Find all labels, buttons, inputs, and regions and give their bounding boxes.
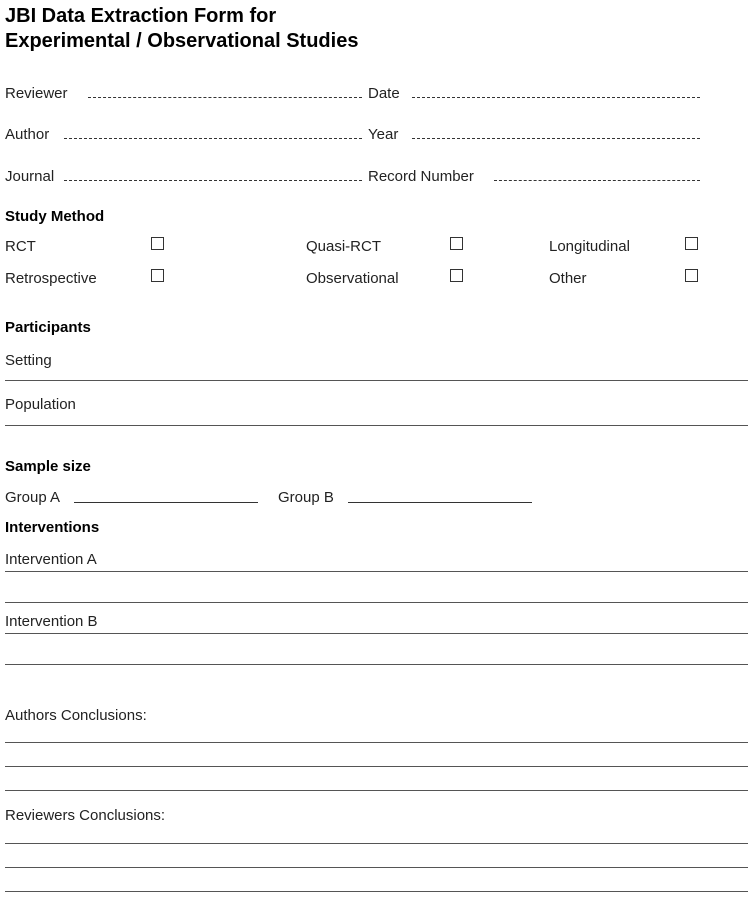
author-field[interactable]	[64, 138, 362, 139]
study-method-option-label: Longitudinal	[549, 238, 630, 255]
reviewers-conclusions-label: Reviewers Conclusions:	[5, 807, 166, 824]
intervention-a-line[interactable]	[5, 602, 748, 603]
reviewers-conclusions-line[interactable]	[5, 891, 748, 892]
population-label: Population	[5, 396, 76, 413]
author-label: Author	[5, 126, 50, 143]
year-field[interactable]	[412, 138, 700, 139]
reviewer-label: Reviewer	[5, 85, 68, 102]
retrospective-checkbox[interactable]	[151, 269, 164, 282]
group-a-field[interactable]	[74, 502, 258, 503]
study-method-option-label: RCT	[5, 238, 36, 255]
study-method-heading: Study Method	[5, 208, 105, 225]
rct-checkbox[interactable]	[151, 237, 164, 250]
authors-conclusions-line[interactable]	[5, 766, 748, 767]
other-checkbox[interactable]	[685, 269, 698, 282]
population-line[interactable]	[5, 425, 748, 426]
setting-label: Setting	[5, 352, 52, 369]
form-title-line-2: Experimental / Observational Studies	[5, 30, 359, 52]
authors-conclusions-line[interactable]	[5, 790, 748, 791]
reviewer-field[interactable]	[88, 97, 362, 98]
authors-conclusions-line[interactable]	[5, 742, 748, 743]
sample-size-heading: Sample size	[5, 458, 91, 475]
intervention-b-line[interactable]	[5, 633, 748, 634]
group-b-field[interactable]	[348, 502, 532, 503]
journal-label: Journal	[5, 168, 55, 185]
form-title-line-1: JBI Data Extraction Form for	[5, 5, 277, 27]
year-label: Year	[368, 126, 399, 143]
intervention-b-line[interactable]	[5, 664, 748, 665]
quasi-rct-checkbox[interactable]	[450, 237, 463, 250]
reviewers-conclusions-line[interactable]	[5, 843, 748, 844]
study-method-option-label: Other	[549, 270, 587, 287]
study-method-option-label: Retrospective	[5, 270, 97, 287]
observational-checkbox[interactable]	[450, 269, 463, 282]
record-number-label: Record Number	[368, 168, 474, 185]
group-a-label: Group A	[5, 489, 61, 506]
intervention-b-label: Intervention B	[5, 613, 98, 630]
longitudinal-checkbox[interactable]	[685, 237, 698, 250]
study-method-option-label: Quasi-RCT	[306, 238, 382, 255]
date-field[interactable]	[412, 97, 700, 98]
participants-heading: Participants	[5, 319, 91, 336]
authors-conclusions-label: Authors Conclusions:	[5, 707, 147, 724]
setting-line[interactable]	[5, 380, 748, 381]
intervention-a-label: Intervention A	[5, 551, 97, 568]
journal-field[interactable]	[64, 180, 362, 181]
interventions-heading: Interventions	[5, 519, 100, 536]
group-b-label: Group B	[278, 489, 334, 506]
intervention-a-line[interactable]	[5, 571, 748, 572]
record-number-field[interactable]	[494, 180, 700, 181]
study-method-option-label: Observational	[306, 270, 399, 287]
reviewers-conclusions-line[interactable]	[5, 867, 748, 868]
date-label: Date	[368, 85, 400, 102]
